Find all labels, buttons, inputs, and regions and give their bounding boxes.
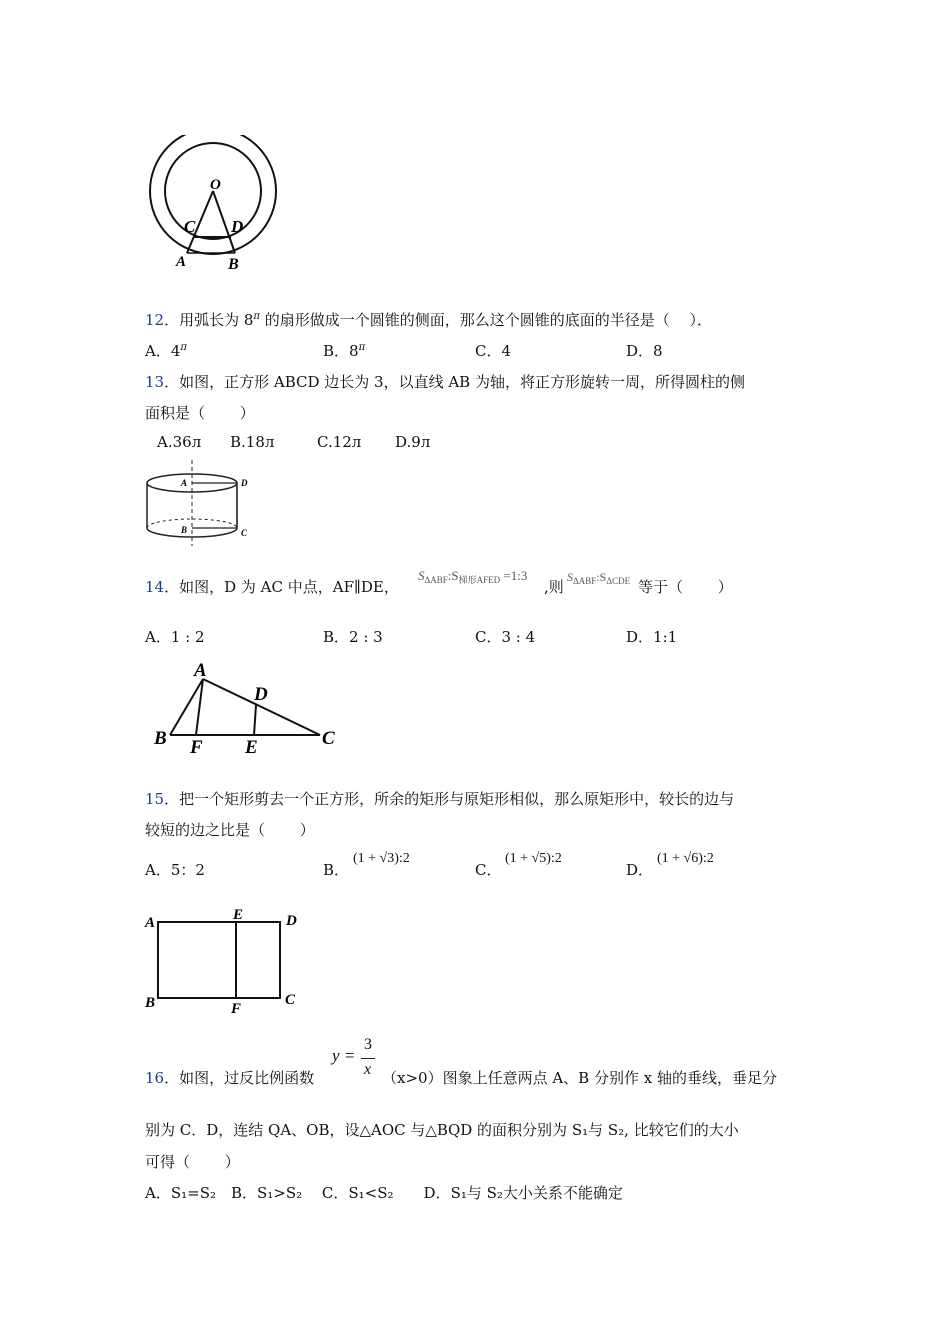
label-A: A <box>181 478 188 488</box>
question-16-line2: 别为 C．D，连结 QA、OB，设△AOC 与△BQD 的面积分别为 S₁与 S₂, 比较它们的大小 <box>145 1121 739 1139</box>
q15-option-d-expr: (1 + √6):2 <box>657 851 714 866</box>
q15-option-d[interactable]: D． <box>626 861 654 879</box>
q15-option-b-expr: (1 + √3):2 <box>353 851 410 866</box>
q14-ratio-1: $S_{\Delta ABF}:S_{梯形AFED}$ =1:3 <box>418 568 528 585</box>
question-number: 15 <box>145 790 165 808</box>
question-16-text: （x>0）图象上任意两点 A、B 分别作 x 轴的垂线，垂足分 <box>382 1069 777 1087</box>
question-16: 16．如图，过反比例函数 <box>145 1069 315 1087</box>
q12-option-a[interactable]: A．$4^\pi$ <box>145 342 187 360</box>
q14-option-a[interactable]: A．1 : 2 <box>145 628 205 646</box>
question-12: 12．用弧长为 $8^\pi$ 的扇形做成一个圆锥的侧面，那么这个圆锥的底面的半径是（ ）． <box>145 311 713 329</box>
label-A: A <box>194 660 207 681</box>
question-number: 12 <box>145 311 165 329</box>
question-number: 13 <box>145 373 165 391</box>
q14-option-c[interactable]: C．3 : 4 <box>475 628 536 646</box>
question-13: 13．如图，正方形 ABCD 边长为 3，以直线 AB 为轴，将正方形旋转一周，所得圆柱的侧 <box>145 373 745 391</box>
label-E: E <box>233 907 244 923</box>
label-B: B <box>181 525 188 535</box>
label-D: D <box>231 217 244 236</box>
label-E: E <box>245 737 258 758</box>
label-A: A <box>176 254 187 270</box>
question-14: 14．如图，D 为 AC 中点，AF∥DE， <box>145 578 399 596</box>
q12-option-b[interactable]: B．$8^\pi$ <box>323 342 366 360</box>
question-16-line3: 可得（ ） <box>145 1153 240 1171</box>
q16-options[interactable]: A．S₁=S₂ B．S₁>S₂ C．S₁<S₂ D．S₁与 S₂大小关系不能确定 <box>145 1184 623 1202</box>
label-D: D <box>286 913 297 929</box>
q15-option-c[interactable]: C． <box>475 861 502 879</box>
label-F: F <box>231 1001 242 1017</box>
label-B: B <box>145 995 156 1011</box>
rectangle-figure <box>143 905 308 1017</box>
triangle-figure <box>150 655 345 760</box>
q13-option-b[interactable]: B.18л <box>230 433 275 451</box>
cylinder-figure <box>143 458 253 548</box>
label-B: B <box>154 728 167 749</box>
label-A: A <box>145 915 156 931</box>
label-D: D <box>254 684 268 705</box>
q13-option-d[interactable]: D.9л <box>395 433 431 451</box>
q13-option-a[interactable]: A.36л <box>157 433 202 451</box>
q12-option-d[interactable]: D．8 <box>626 342 663 360</box>
q14-text-equals: 等于（ ） <box>638 578 733 596</box>
label-B: B <box>228 256 239 273</box>
label-O: O <box>210 177 221 193</box>
label-C: C <box>241 528 248 538</box>
label-D: D <box>241 478 248 488</box>
question-15: 15．把一个矩形剪去一个正方形，所余的矩形与原矩形相似，那么原矩形中，较长的边与 <box>145 790 735 808</box>
label-C: C <box>285 992 296 1008</box>
q14-option-d[interactable]: D．1:1 <box>626 628 678 646</box>
function-y-label: y = <box>332 1046 356 1065</box>
question-number: 16 <box>145 1069 165 1087</box>
q14-ratio-2: $S_{\Delta ABF}:S_{\Delta CDE}$ <box>567 570 631 586</box>
function-numerator: 3 <box>364 1036 372 1053</box>
question-15-line2: 较短的边之比是（ ） <box>145 821 315 839</box>
q14-text-then: ,则 <box>544 578 564 596</box>
q13-option-c[interactable]: C.12л <box>317 433 362 451</box>
label-C: C <box>322 728 335 749</box>
q15-option-b[interactable]: B． <box>323 861 350 879</box>
function-denominator: x <box>364 1061 372 1078</box>
q12-option-c[interactable]: C．4 <box>475 342 512 360</box>
q14-option-b[interactable]: B．2 : 3 <box>323 628 383 646</box>
question-13-line2: 面积是（ ） <box>145 404 255 422</box>
label-C: C <box>184 217 196 236</box>
q15-option-c-expr: (1 + √5):2 <box>505 851 562 866</box>
question-number: 14 <box>145 578 165 596</box>
concentric-circles-figure <box>140 135 290 280</box>
q15-option-a[interactable]: A．5：2 <box>145 861 205 879</box>
fraction-bar <box>361 1058 375 1059</box>
question-text: ．用弧长为 8 <box>164 311 254 329</box>
label-F: F <box>190 737 203 758</box>
